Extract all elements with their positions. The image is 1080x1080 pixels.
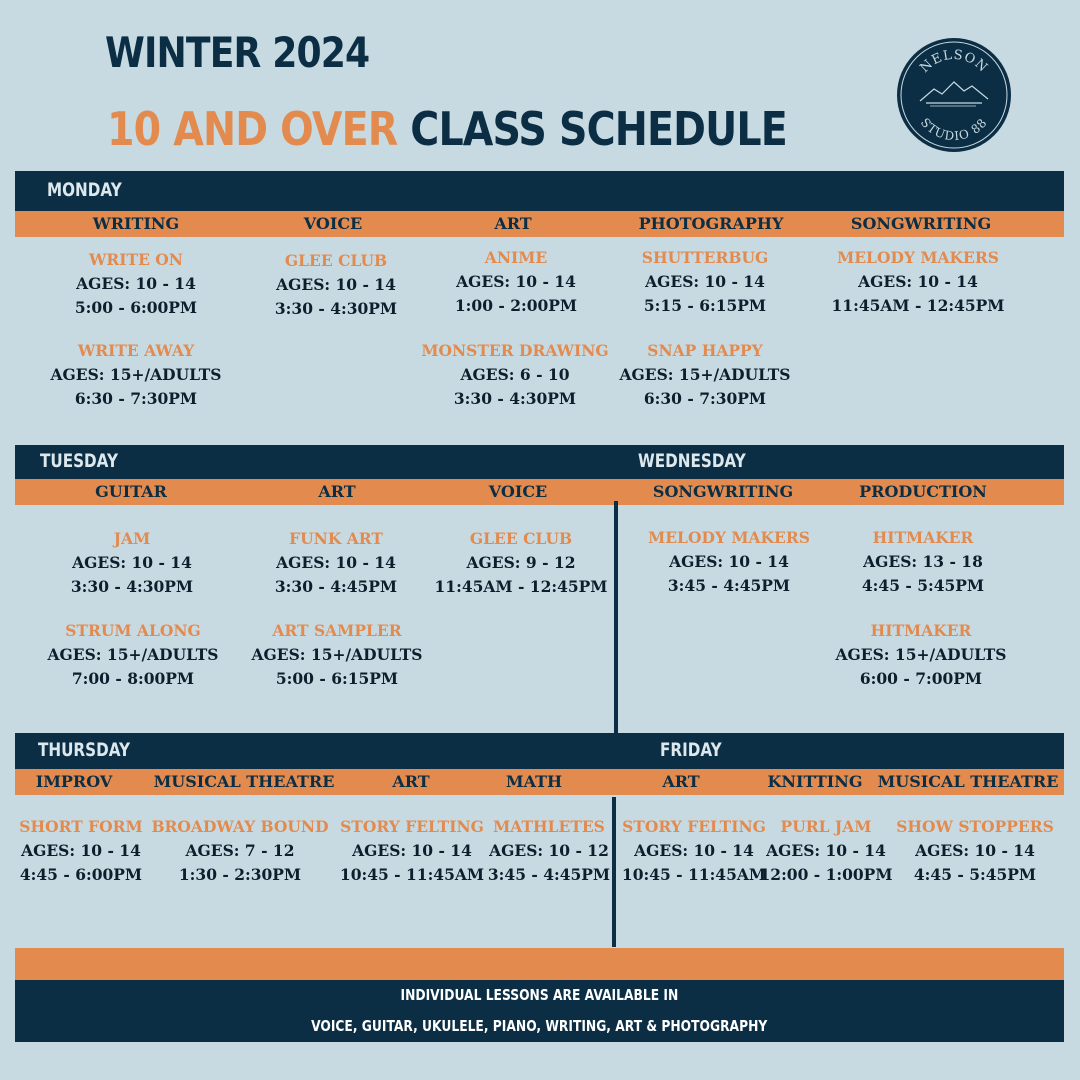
class-ages: AGES: 10 - 14	[76, 274, 196, 293]
class-entry	[252, 619, 423, 691]
class-entry	[622, 815, 766, 887]
class-entry	[75, 248, 197, 320]
class-time: 1:00 - 2:00PM	[454, 296, 578, 315]
category-art: ART	[494, 214, 532, 233]
class-name: WRITE AWAY	[77, 341, 195, 360]
class-entry	[51, 339, 222, 411]
class-name: MONSTER DRAWING	[421, 341, 609, 360]
class-ages: AGES: 10 - 14	[858, 272, 978, 291]
category-songwriting: SONGWRITING	[652, 482, 794, 501]
day-friday: FRIDAY	[660, 739, 722, 761]
class-ages: AGES: 10 - 14	[645, 272, 765, 291]
class-time: 4:45 - 5:45PM	[861, 576, 985, 595]
footer-line-1: INDIVIDUAL LESSONS ARE AVAILABLE IN	[400, 986, 679, 1004]
class-time: 11:45AM - 12:45PM	[434, 577, 608, 596]
class-ages: AGES: 9 - 12	[466, 553, 576, 572]
class-entry	[642, 246, 768, 318]
class-ages: AGES: 15+/ADULTS	[619, 365, 791, 384]
class-time: 4:45 - 5:45PM	[913, 865, 1037, 884]
class-time: 4:45 - 6:00PM	[19, 865, 143, 884]
class-time: 10:45 - 11:45AM	[339, 865, 485, 884]
category-improv: IMPROV	[35, 772, 113, 791]
category-songwriting: SONGWRITING	[850, 214, 992, 233]
class-ages: AGES: 10 - 14	[352, 841, 472, 860]
day-divider	[612, 797, 616, 947]
class-time: 3:30 - 4:30PM	[453, 389, 577, 408]
class-entry	[648, 526, 810, 598]
class-name: FUNK ART	[289, 529, 383, 548]
class-name: SHOW STOPPERS	[896, 817, 1054, 836]
day-tuesday: TUESDAY	[40, 450, 118, 472]
category-voice: VOICE	[303, 214, 363, 233]
category-art: ART	[662, 772, 700, 791]
class-name: SNAP HAPPY	[647, 341, 763, 360]
class-time: 3:45 - 4:45PM	[667, 576, 791, 595]
class-ages: AGES: 15+/ADULTS	[251, 645, 423, 664]
class-ages: AGES: 13 - 18	[863, 552, 983, 571]
class-name: STORY FELTING	[622, 817, 766, 836]
class-name: ANIME	[484, 248, 548, 267]
class-entry	[620, 339, 791, 411]
class-time: 3:45 - 4:45PM	[487, 865, 611, 884]
class-entry	[760, 815, 893, 887]
class-name: PURL JAM	[780, 817, 872, 836]
class-time: 7:00 - 8:00PM	[71, 669, 195, 688]
class-name: STORY FELTING	[340, 817, 484, 836]
class-time: 10:45 - 11:45AM	[621, 865, 767, 884]
category-knitting: KNITTING	[767, 772, 863, 791]
class-name: SHORT FORM	[19, 817, 143, 836]
page-title	[107, 102, 787, 156]
class-name: STRUM ALONG	[65, 621, 201, 640]
class-name: MELODY MAKERS	[648, 528, 810, 547]
category-production: PRODUCTION	[859, 482, 987, 501]
class-entry	[455, 246, 577, 318]
footer-line-2: VOICE, GUITAR, UKULELE, PIANO, WRITING, ART & PHOTOGRAPHY	[311, 1017, 768, 1035]
logo-text-top: NELSON	[917, 47, 991, 76]
class-ages: AGES: 6 - 10	[460, 365, 570, 384]
class-entry	[19, 815, 142, 887]
class-name: SHUTTERBUG	[641, 248, 769, 267]
class-ages: AGES: 10 - 14	[72, 553, 192, 572]
studio-logo	[896, 37, 1012, 153]
class-ages: AGES: 15+/ADULTS	[47, 645, 219, 664]
class-name: WRITE ON	[89, 250, 183, 269]
class-entry	[488, 815, 610, 887]
class-entry	[275, 249, 397, 321]
category-writing: WRITING	[92, 214, 180, 233]
thursday-friday-header-bar	[15, 733, 1064, 769]
category-art: ART	[392, 772, 430, 791]
day-thursday: THURSDAY	[38, 739, 131, 761]
class-name: MATHLETES	[493, 817, 605, 836]
category-math: MATH	[505, 772, 563, 791]
class-time: 11:45AM - 12:45PM	[831, 296, 1005, 315]
class-entry	[340, 815, 484, 887]
class-ages: AGES: 10 - 14	[276, 275, 396, 294]
class-entry	[832, 246, 1005, 318]
class-ages: AGES: 15+/ADULTS	[835, 645, 1007, 664]
day-divider	[614, 501, 618, 733]
class-ages: AGES: 10 - 12	[489, 841, 609, 860]
class-name: GLEE CLUB	[284, 251, 388, 270]
day-wednesday: WEDNESDAY	[638, 450, 746, 472]
class-time: 6:30 - 7:30PM	[74, 389, 198, 408]
class-name: ART SAMPLER	[272, 621, 402, 640]
class-entry	[151, 815, 328, 887]
class-ages: AGES: 10 - 14	[915, 841, 1035, 860]
class-ages: AGES: 10 - 14	[669, 552, 789, 571]
class-entry	[71, 527, 193, 599]
class-name: BROADWAY BOUND	[151, 817, 329, 836]
category-musical-theatre: MUSICAL THEATRE	[153, 772, 335, 791]
class-name: HITMAKER	[872, 528, 974, 547]
class-name: GLEE CLUB	[469, 529, 573, 548]
class-time: 5:00 - 6:00PM	[74, 298, 198, 317]
class-entry	[48, 619, 219, 691]
footer-accent-bar	[15, 948, 1064, 980]
category-voice: VOICE	[488, 482, 548, 501]
class-ages: AGES: 7 - 12	[185, 841, 295, 860]
category-musical-theatre: MUSICAL THEATRE	[877, 772, 1059, 791]
class-ages: AGES: 10 - 14	[276, 553, 396, 572]
class-time: 3:30 - 4:30PM	[274, 299, 398, 318]
class-ages: AGES: 10 - 14	[456, 272, 576, 291]
class-time: 6:30 - 7:30PM	[643, 389, 767, 408]
class-time: 3:30 - 4:30PM	[70, 577, 194, 596]
class-ages: AGES: 10 - 14	[634, 841, 754, 860]
class-entry	[862, 526, 984, 598]
class-ages: AGES: 15+/ADULTS	[50, 365, 222, 384]
class-time: 1:30 - 2:30PM	[178, 865, 302, 884]
tuesday-wednesday-header-bar	[15, 445, 1064, 479]
class-name: MELODY MAKERS	[837, 248, 999, 267]
class-name: HITMAKER	[870, 621, 972, 640]
class-time: 3:30 - 4:45PM	[274, 577, 398, 596]
class-entry	[275, 527, 397, 599]
class-time: 5:00 - 6:15PM	[275, 669, 399, 688]
class-time: 12:00 - 1:00PM	[759, 865, 893, 884]
title-season: WINTER 2024	[105, 28, 370, 77]
class-ages: AGES: 10 - 14	[21, 841, 141, 860]
class-time: 5:15 - 6:15PM	[643, 296, 767, 315]
category-photography: PHOTOGRAPHY	[638, 214, 784, 233]
logo-text-bottom: STUDIO 88	[917, 115, 991, 144]
class-entry	[836, 619, 1007, 691]
class-entry	[421, 339, 608, 411]
category-guitar: GUITAR	[95, 482, 167, 501]
class-entry	[896, 815, 1054, 887]
title-age-group: 10 AND OVER	[107, 102, 398, 156]
class-ages: AGES: 10 - 14	[766, 841, 886, 860]
category-art: ART	[318, 482, 356, 501]
day-monday: MONDAY	[47, 179, 122, 201]
class-name: JAM	[113, 529, 151, 548]
class-entry	[435, 527, 608, 599]
monday-header-bar	[15, 171, 1064, 211]
class-time: 6:00 - 7:00PM	[859, 669, 983, 688]
title-schedule: CLASS SCHEDULE	[410, 102, 787, 156]
